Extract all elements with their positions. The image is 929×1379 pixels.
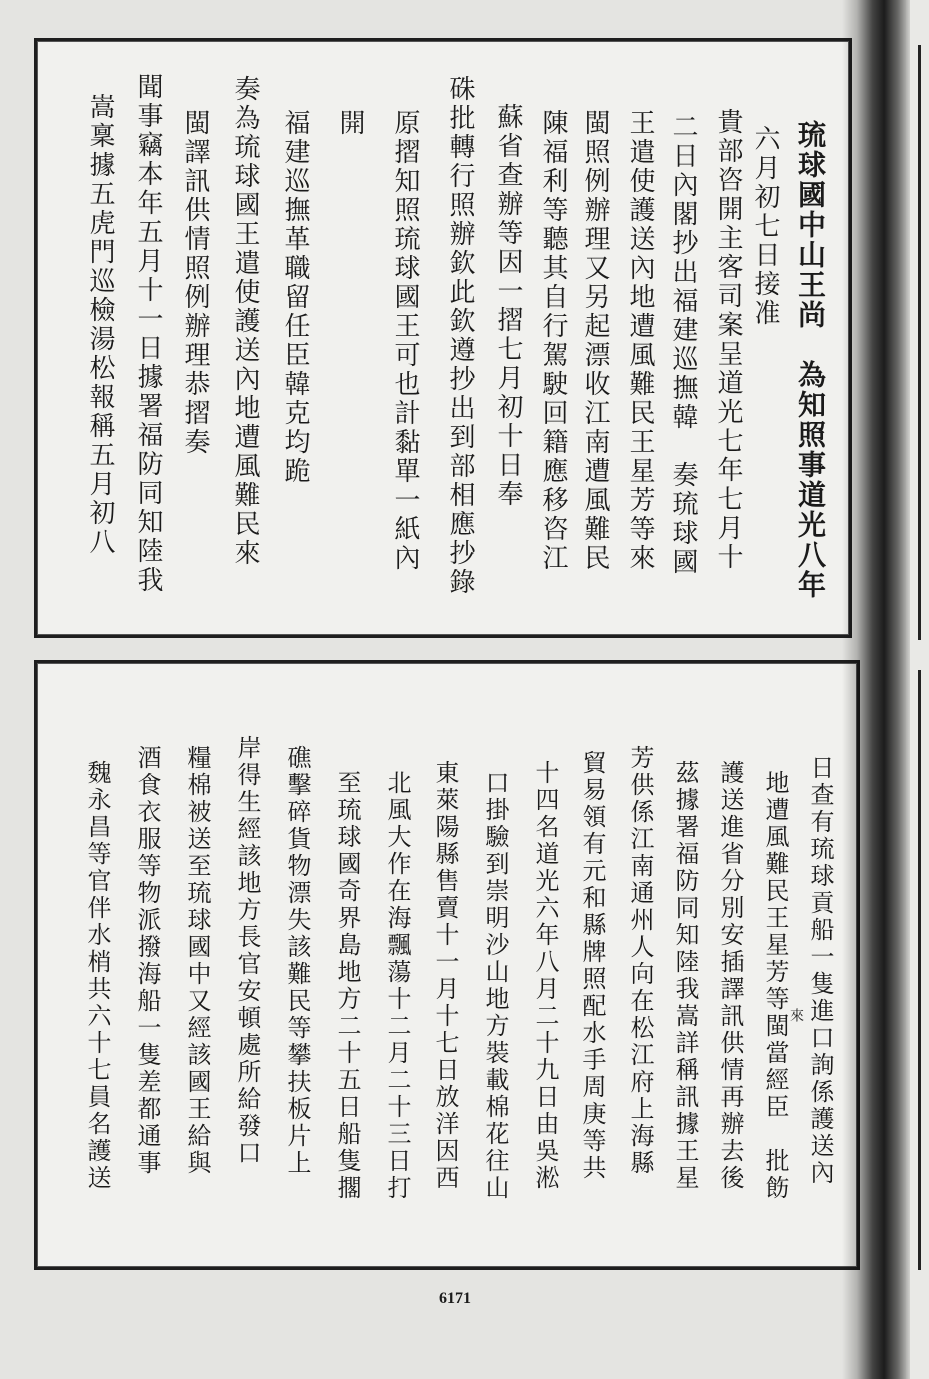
text-column: 閩譯訊供情照例辦理恭摺奏 <box>180 109 210 457</box>
text-column: 聞事竊本年五月十一日據署福防同知陸我 <box>133 73 163 595</box>
text-column: 六月初七日接准 <box>750 125 780 328</box>
text-column: 原摺知照琉球國王可也計黏單一紙內 <box>390 109 420 573</box>
inserted-character: 來 <box>788 1008 804 1022</box>
text-column: 硃批轉行照辦欽此欽遵抄出到部相應抄錄 <box>445 75 475 597</box>
text-column: 奏為琉球國王遣使護送內地遭風難民來 <box>230 75 260 568</box>
text-column: 口掛驗到崇明沙山地方裝載棉花往山 <box>481 770 509 1202</box>
text-column: 魏永昌等官伴水梢共六十七員名護送 <box>83 760 111 1192</box>
page-number: 6171 <box>439 1290 471 1307</box>
text-column: 糧棉被送至琉球國中又經該國王給與 <box>183 745 211 1177</box>
text-column: 貿易領有元和縣牌照配水手周庚等共 <box>578 750 606 1182</box>
text-column: 地遭風難民王星芳等閩當經臣 批飭 <box>761 770 789 1202</box>
text-column-heading: 琉球國中山王尚 為知照事道光八年 <box>794 120 827 600</box>
text-column: 閩照例辦理又另起漂收江南遭風難民 <box>580 109 610 573</box>
text-column: 陳福利等聽其自行駕駛回籍應移咨江 <box>538 109 568 573</box>
text-column: 東萊陽縣售賣十一月十七日放洋因西 <box>431 760 459 1192</box>
text-column: 酒食衣服等物派撥海船一隻差都通事 <box>133 745 161 1177</box>
bottom-document-panel <box>34 660 860 1270</box>
adjacent-page-frame-line <box>918 45 921 640</box>
text-column: 北風大作在海飄蕩十二月二十三日打 <box>383 770 411 1202</box>
text-column: 岸得生經該地方長官安頓處所給發口 <box>233 735 261 1167</box>
text-column: 嵩稟據五虎門巡檢湯松報稱五月初八 <box>85 93 115 557</box>
text-column: 福建巡撫革職留任臣韓克均跪 <box>280 109 310 486</box>
text-column: 至琉球國奇界島地方二十五日船隻擱 <box>333 770 361 1202</box>
text-column: 護送進省分別安插譯訊供情再辦去後 <box>716 760 744 1192</box>
text-column: 蘇省查辦等因一摺七月初十日奉 <box>493 103 523 509</box>
binding-gutter-shadow <box>842 0 910 1379</box>
text-column: 茲據署福防同知陸我嵩詳稱訊據王星 <box>671 760 699 1192</box>
text-column: 芳供係江南通州人向在松江府上海縣 <box>626 745 654 1177</box>
text-column: 開 <box>335 109 365 138</box>
text-column: 貴部咨開主客司案呈道光七年七月十 <box>713 108 743 572</box>
adjacent-page-frame-line <box>918 670 921 1270</box>
text-column: 十四名道光六年八月二十九日由吳淞 <box>531 760 559 1192</box>
top-document-panel <box>34 38 852 638</box>
text-column: 日查有琉球貢船一隻進口詢係護送內 <box>806 755 834 1187</box>
text-column: 王遣使護送內地遭風難民王星芳等來 <box>625 109 655 573</box>
text-column: 二日內閣抄出福建巡撫韓 奏琉球國 <box>668 113 698 577</box>
text-column: 礁擊碎貨物漂失該難民等攀扶板片上 <box>283 745 311 1177</box>
